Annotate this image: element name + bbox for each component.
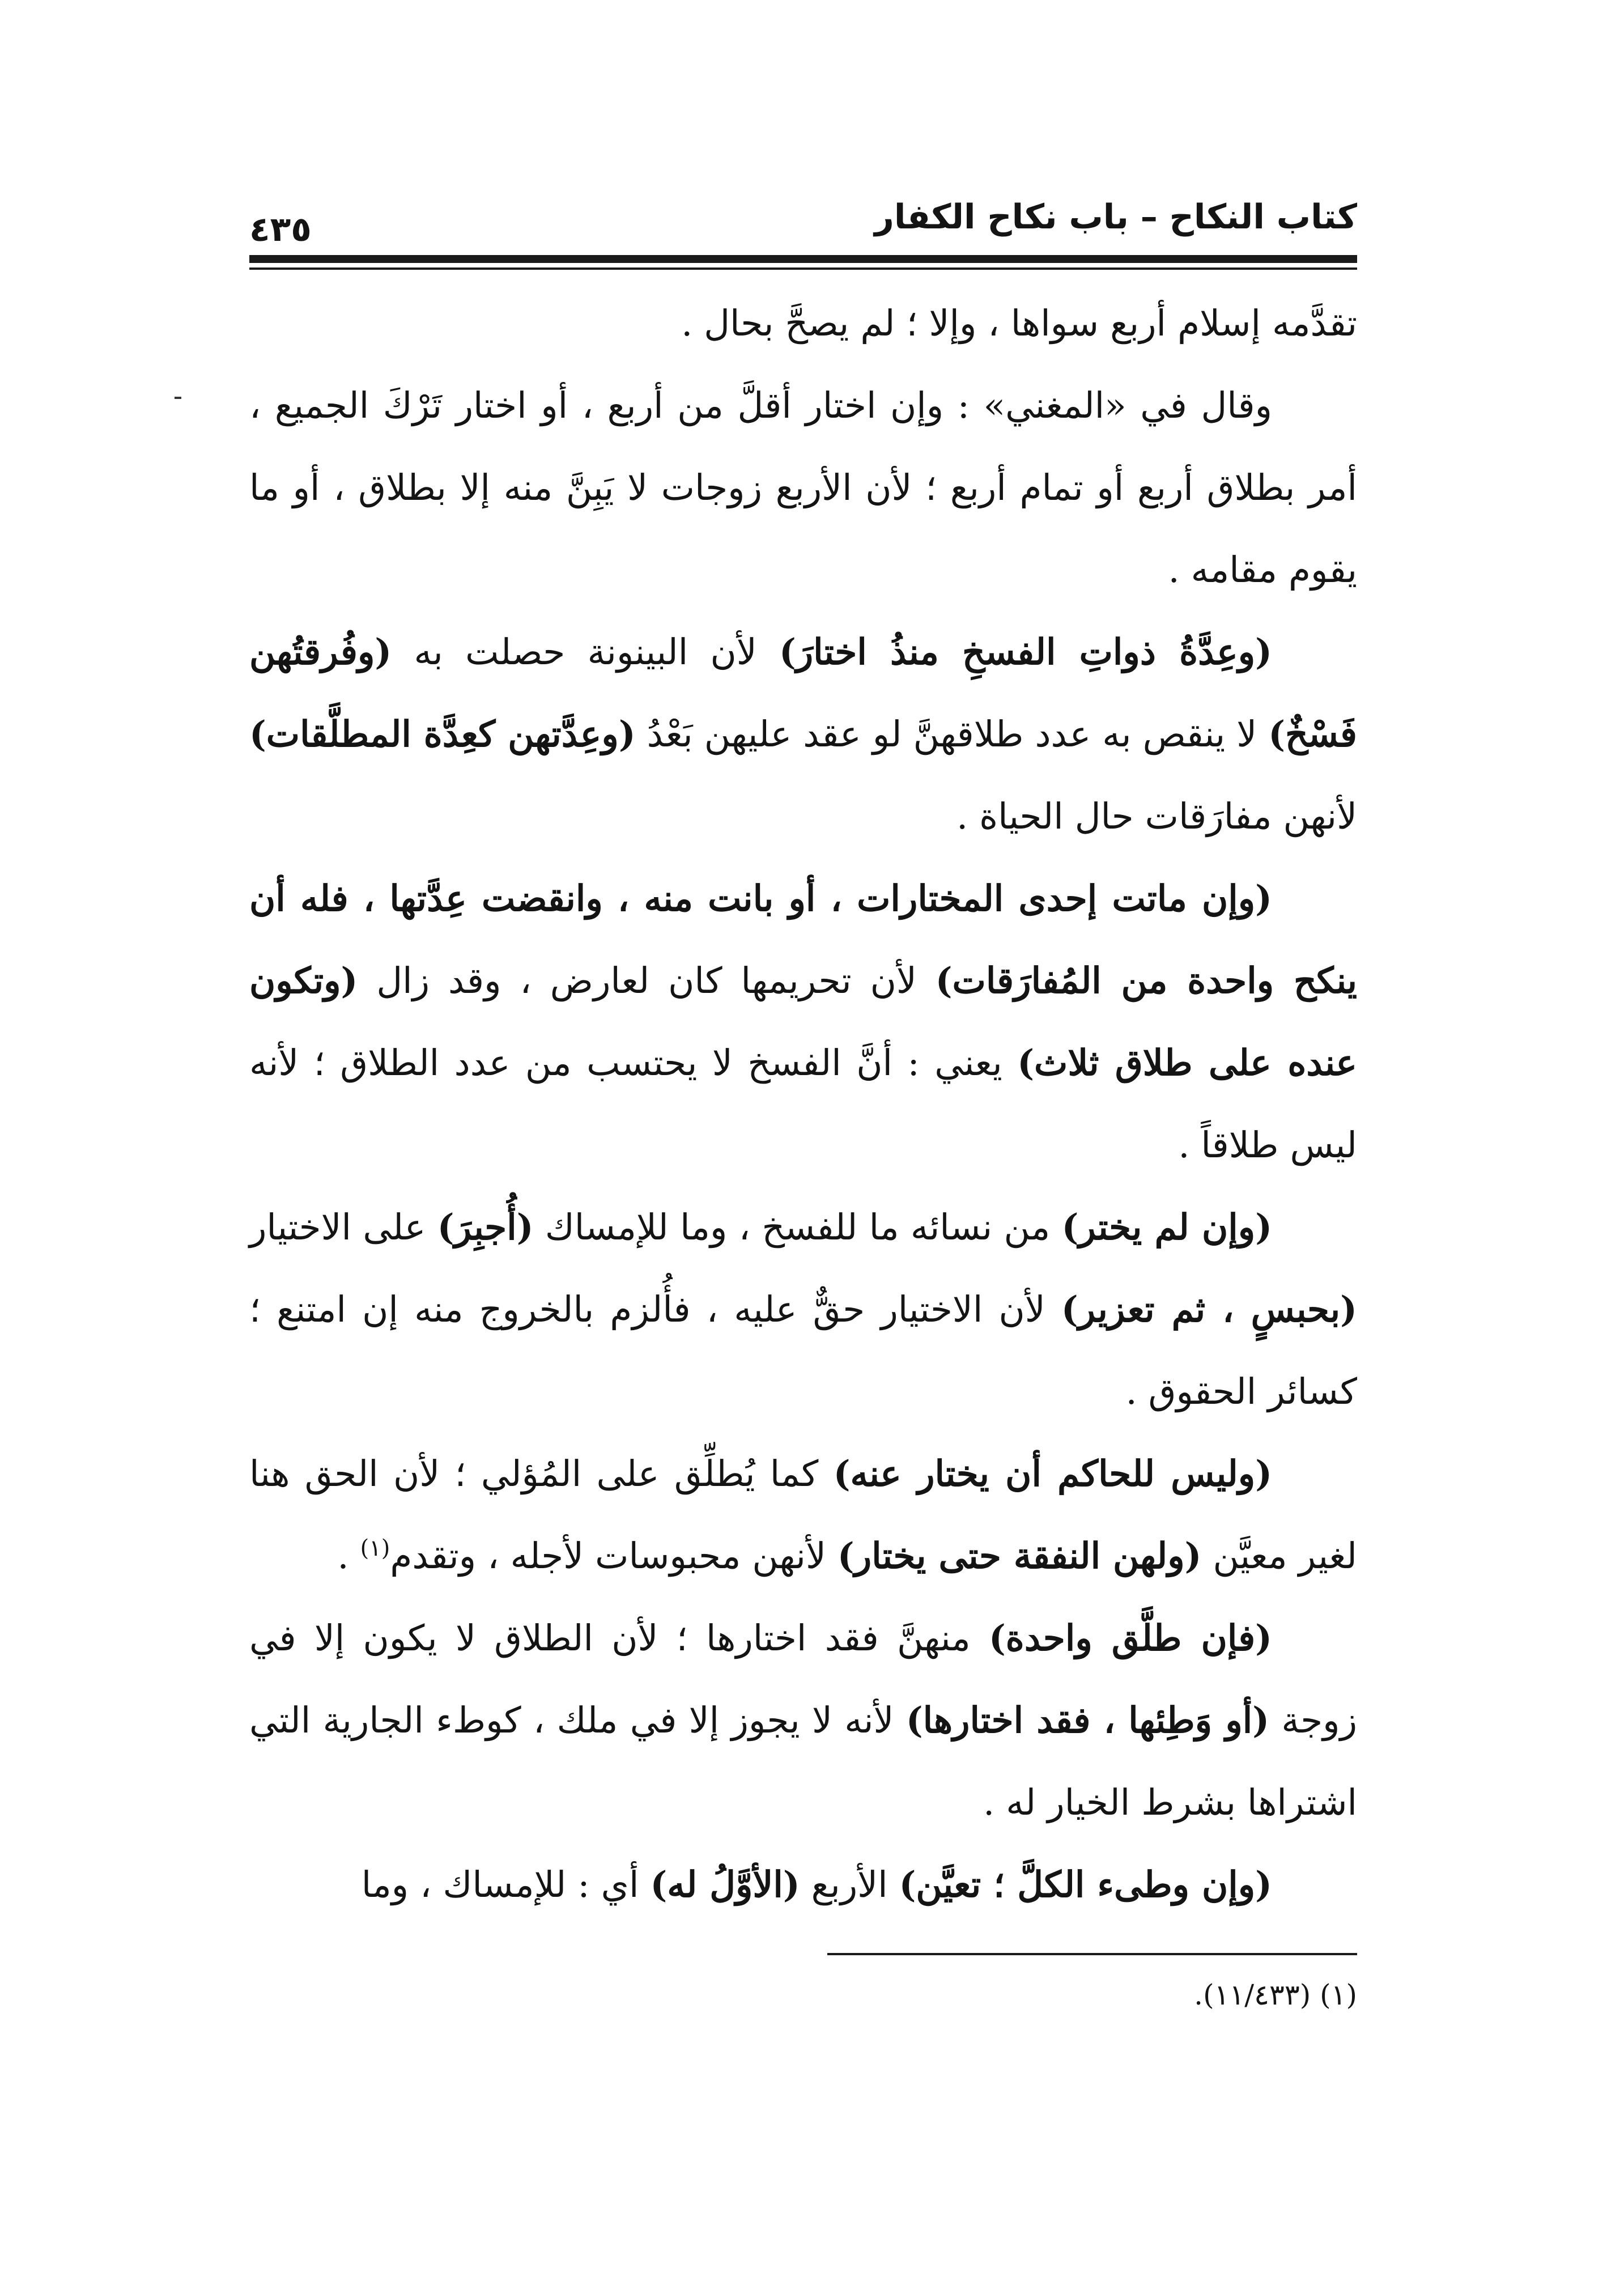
paragraph — [249, 611, 1357, 857]
commentary-text: لا ينقص به عدد طلاقهنَّ لو عقد عليهن بَعْدُ — [635, 714, 1269, 755]
matn-text: (وإن لم يختر) — [1061, 1206, 1273, 1248]
paragraph — [249, 1597, 1357, 1844]
paragraph — [249, 1844, 1357, 1926]
commentary-text: . — [337, 1535, 360, 1577]
paragraph — [249, 282, 1357, 364]
matn-text: (أو وَطِئها ، فقد اختارها) — [905, 1699, 1270, 1741]
footnote-reference: (١) — [360, 1535, 390, 1561]
commentary-text: كما يُطلِّق على المُؤلي ؛ لأن الحق هنا لغير معيَّن — [249, 1453, 1357, 1577]
matn-text: (وإن وطىء الكلَّ ؛ تعيَّن) — [899, 1863, 1272, 1905]
paragraph — [249, 1186, 1357, 1433]
commentary-text: الأربع — [800, 1864, 899, 1905]
commentary-text: لأن البينونة حصلت به — [392, 631, 779, 673]
matn-text: (وإن ماتت إحدى المختارات ، أو بانت منه ، وانقضت عِدَّتها ، فله أن ينكح واحدة من المُفارَقات) — [249, 877, 1357, 1001]
commentary-text: منهنَّ فقد اختارها ؛ لأن الطلاق لا يكون إلا في زوجة — [249, 1617, 1357, 1741]
paragraph — [249, 364, 1357, 611]
page-number: ٤٣٥ — [249, 210, 312, 249]
commentary-text: وقال في «المغني» : وإن اختار أقلَّ من أربع ، أو اختار تَرْكَ الجميع ، أمر بطلاق أربع أو تمام أربع ؛ لأن الأربع زوجات لا يَبِنَّ منه إلا بطلاق ، أو ما يقوم مقامه . — [249, 385, 1357, 591]
commentary-text: لأنهن محبوسات لأجله ، وتقدم — [390, 1535, 837, 1577]
scan-speck — [175, 397, 181, 399]
header-rule-thin — [249, 267, 1357, 270]
matn-text: (ولهن النفقة حتى يختار) — [837, 1535, 1202, 1577]
running-title: كتاب النكاح – باب نكاح الكفار — [874, 197, 1357, 237]
book-page — [249, 187, 1357, 2205]
footnote-separator — [827, 1953, 1357, 1955]
matn-text: (وليس للحاكم أن يختار عنه) — [833, 1453, 1272, 1494]
matn-text: (الأوَّلُ له) — [650, 1863, 800, 1905]
commentary-text: لأنهن مفارَقات حال الحياة . — [956, 796, 1357, 837]
commentary-text: من نسائه ما للفسخ ، وما للإمساك — [533, 1207, 1062, 1248]
header-rule-thick — [249, 255, 1357, 263]
matn-text: (وتكون عنده على طلاق ثلاث) — [249, 959, 1357, 1084]
commentary-text: لأنه لا يجوز إلا في ملك ، كوطء الجارية التي اشتراها بشرط الخيار له . — [249, 1700, 1357, 1823]
footnote: (١) (١١/٤٣٣). — [1194, 1978, 1357, 2011]
paragraph — [249, 857, 1357, 1186]
commentary-text: لأن الاختيار حقٌّ عليه ، فأُلزم بالخروج منه إن امتنع ؛ كسائر الحقوق . — [249, 1289, 1357, 1412]
body-text — [249, 282, 1357, 1926]
matn-text: (فإن طلَّق واحدة) — [989, 1617, 1272, 1659]
page-header — [249, 187, 1357, 249]
commentary-text: لأن تحريمها كان لعارض ، وقد زال — [358, 960, 936, 1001]
matn-text: (وعِدَّةُ ذواتِ الفسخِ منذُ اختارَ) — [779, 631, 1272, 673]
matn-text: (بحبسٍ ، ثم تعزير) — [1061, 1288, 1357, 1330]
paragraph — [249, 1433, 1357, 1597]
commentary-text: أي : للإمساك ، وما — [361, 1864, 651, 1905]
matn-text: (وعِدَّتهن كعِدَّة المطلَّقات) — [249, 713, 636, 755]
commentary-text: يعني : أنَّ الفسخ لا يحتسب من عدد الطلاق ؛ لأنه ليس طلاقاً . — [249, 1042, 1357, 1166]
commentary-text: على الاختيار — [249, 1207, 437, 1248]
matn-text: (أُجبِرَ) — [437, 1206, 534, 1248]
commentary-text: تقدَّمه إسلام أربع سواها ، وإلا ؛ لم يصحَّ بحال . — [681, 303, 1357, 344]
matn-text: (وفُرقتُهن فَسْخٌ) — [249, 631, 1358, 755]
